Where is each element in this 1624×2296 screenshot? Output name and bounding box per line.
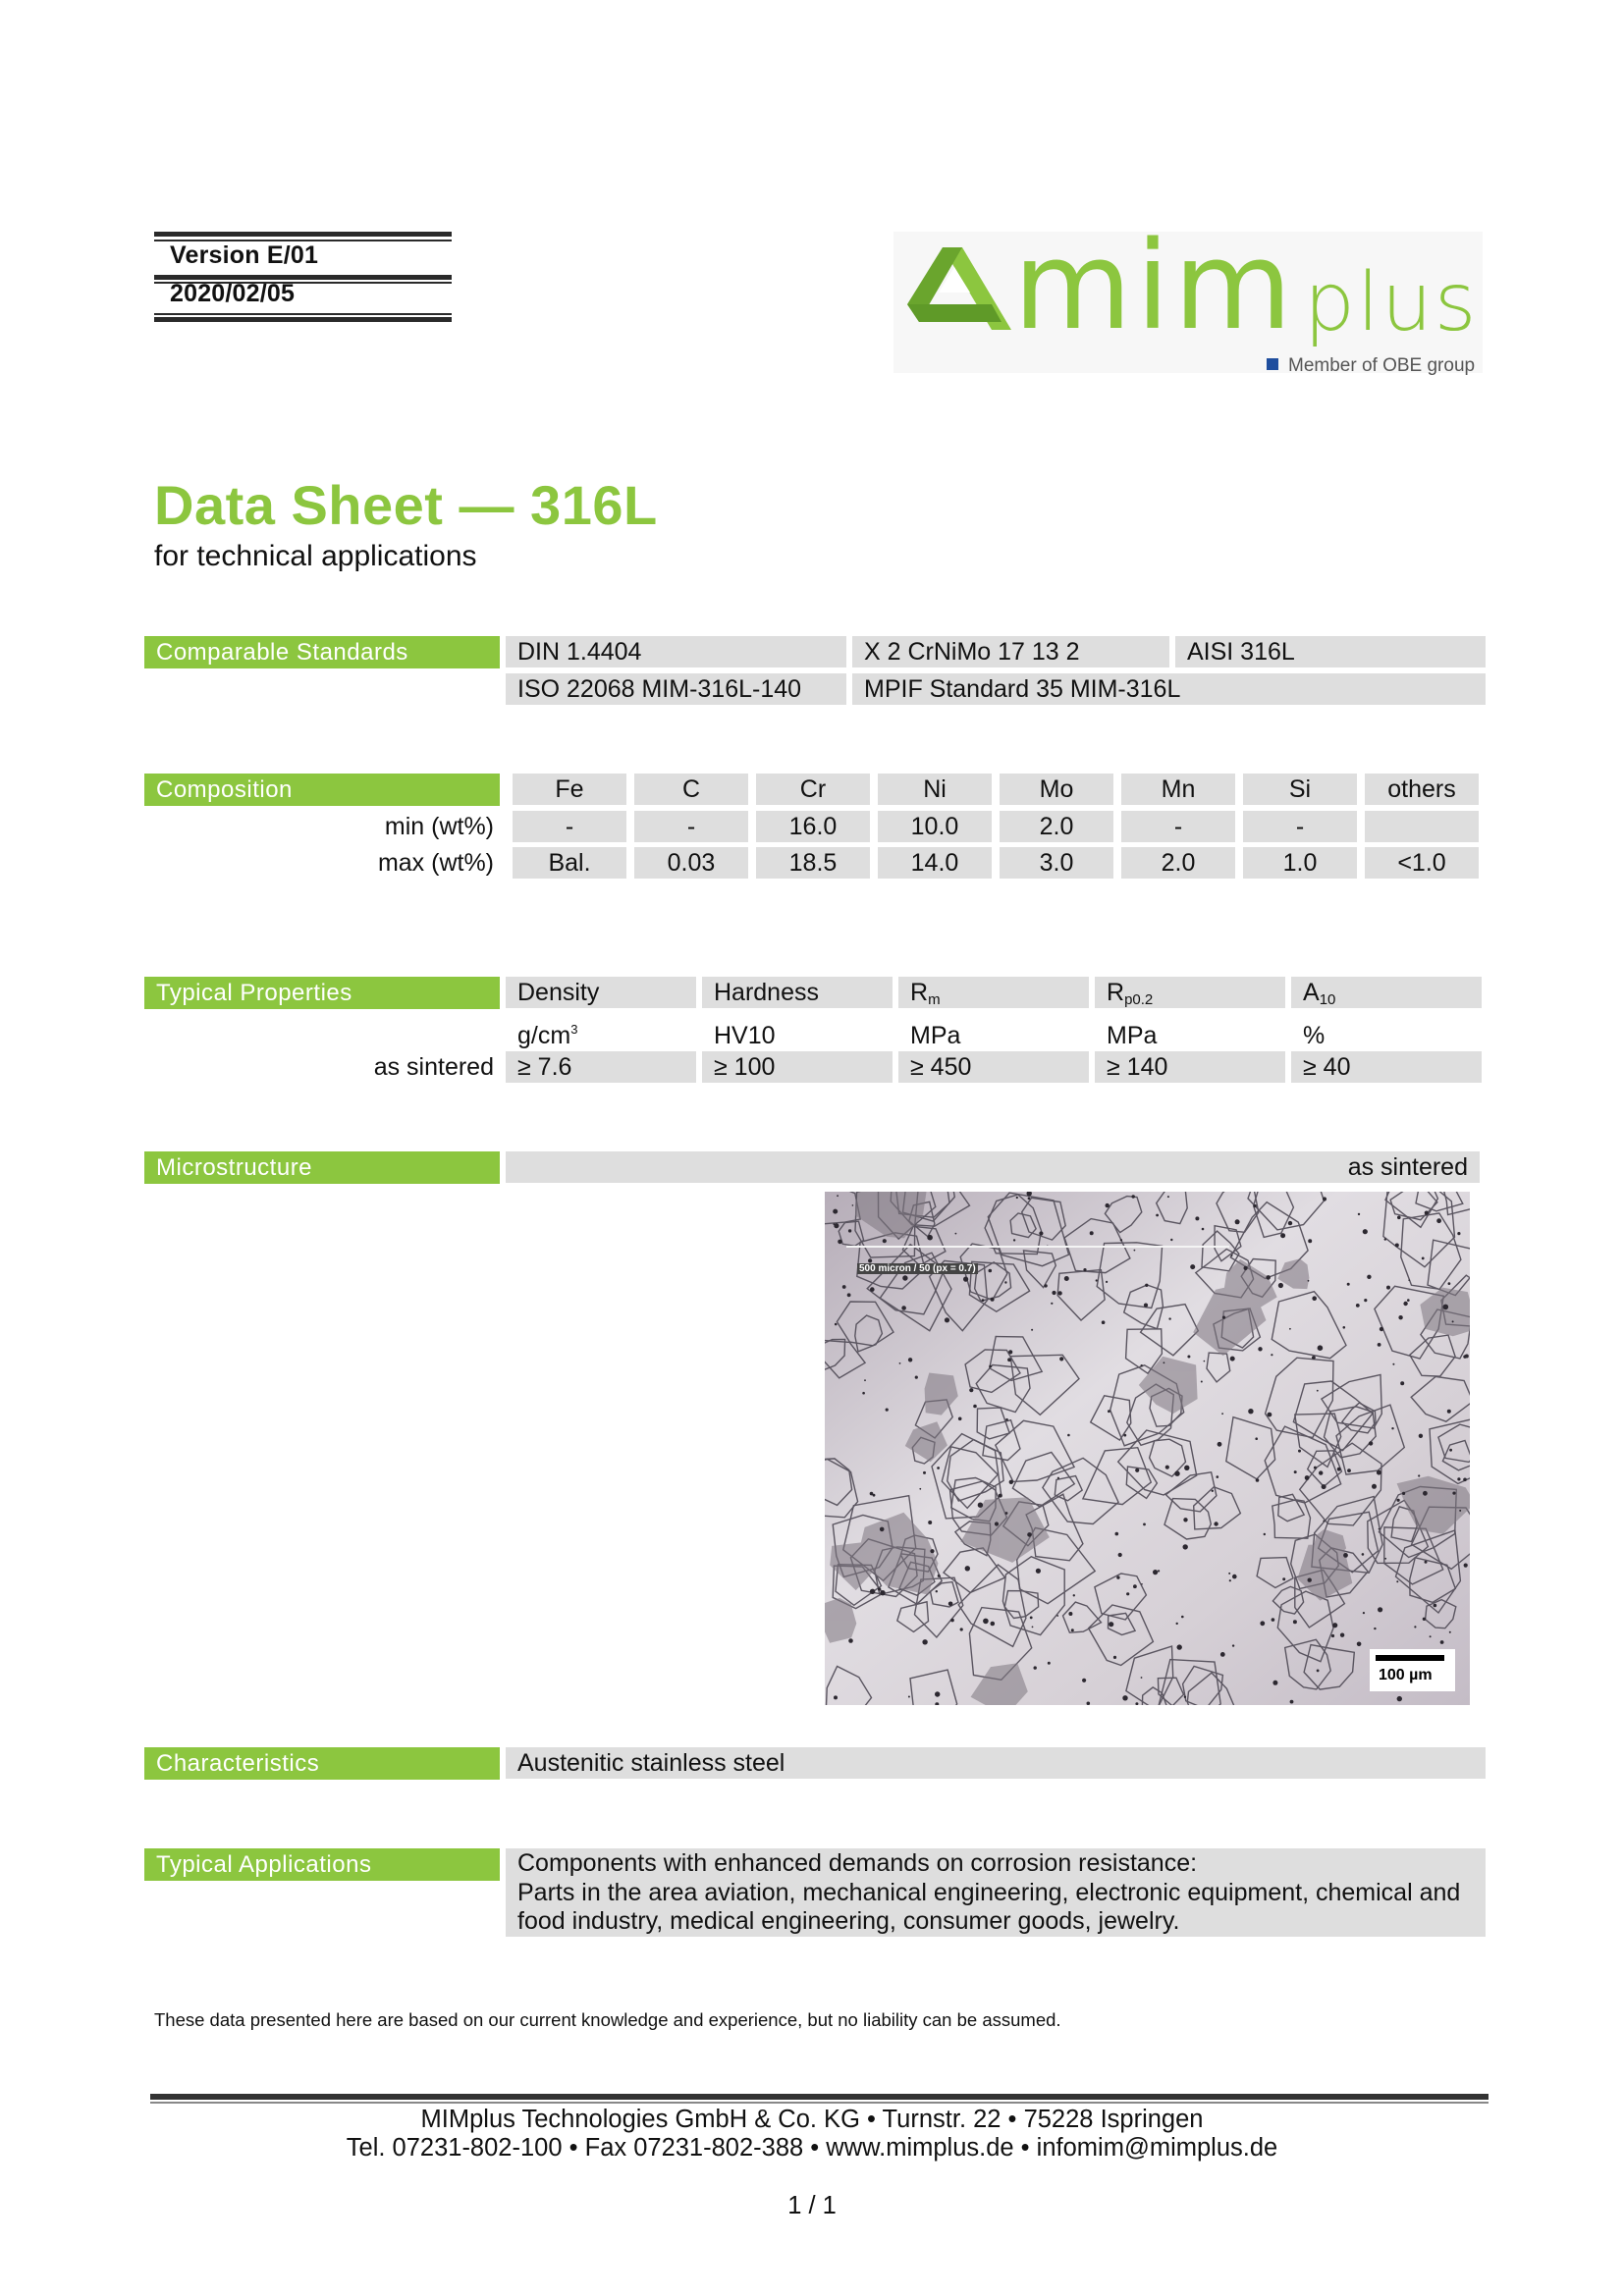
logo-member-text — [1267, 355, 1475, 377]
version-rule-top — [154, 232, 452, 237]
property-value: ≥ 40 — [1291, 1051, 1482, 1083]
property-unit — [910, 1014, 960, 1051]
property-unit — [714, 1014, 776, 1051]
property-unit-main: % — [1303, 1022, 1326, 1049]
composition-label: Composition — [144, 774, 500, 806]
characteristics-value: Austenitic stainless steel — [506, 1747, 1486, 1779]
page-title: Data Sheet — 316L — [154, 474, 658, 536]
property-header-sub: 10 — [1319, 991, 1336, 1008]
composition-min-label: min (wt%) — [384, 813, 494, 840]
composition-element: Ni — [878, 774, 992, 805]
property-header — [506, 977, 696, 1008]
applications-text — [506, 1848, 1486, 1937]
micrograph-scale-box — [1370, 1649, 1455, 1691]
property-header-main: R — [1107, 979, 1125, 1006]
property-header — [702, 977, 893, 1008]
standard-mpif: MPIF Standard 35 MIM-316L — [852, 673, 1486, 705]
property-value: ≥ 7.6 — [506, 1051, 696, 1083]
composition-element: Fe — [513, 774, 626, 805]
company-logo — [893, 216, 1483, 376]
scale-bar — [1376, 1655, 1444, 1661]
composition-element: Mo — [1000, 774, 1113, 805]
composition-min-value — [1365, 811, 1479, 842]
property-header — [1291, 977, 1482, 1008]
footer-rule-thin — [150, 2102, 1489, 2104]
composition-min-value: - — [1121, 811, 1235, 842]
property-header — [1095, 977, 1285, 1008]
square-icon — [1267, 358, 1278, 370]
composition-max-value: 18.5 — [756, 847, 870, 879]
property-unit — [1107, 1014, 1157, 1051]
footer-rule — [150, 2094, 1489, 2100]
property-unit-main: MPa — [910, 1022, 961, 1049]
composition-max-value: 3.0 — [1000, 847, 1113, 879]
page-number: 1 / 1 — [787, 2192, 837, 2219]
applications-line: food industry, medical engineering, consumer goods, jewelry. — [517, 1907, 1180, 1935]
microstructure-label: Microstructure — [144, 1151, 500, 1184]
footer-contact: Tel. 07231-802-100 • Fax 07231-802-388 • www.mimplus.de • infomim@mimplus.de — [346, 2134, 1278, 2162]
logo-wordmark-plus: plus — [1304, 256, 1479, 349]
composition-min-value: 10.0 — [878, 811, 992, 842]
property-unit-main: MPa — [1107, 1022, 1158, 1049]
composition-max-value: 14.0 — [878, 847, 992, 879]
composition-min-value: - — [634, 811, 748, 842]
property-header-main: Density — [517, 979, 600, 1006]
micrograph-scale-line — [846, 1246, 1229, 1248]
composition-min-value: - — [513, 811, 626, 842]
version-label: Version E/01 — [170, 241, 319, 269]
composition-max-value: 1.0 — [1243, 847, 1357, 879]
standard-din: DIN 1.4404 — [506, 636, 846, 667]
composition-min-value: 2.0 — [1000, 811, 1113, 842]
footer-address: MIMplus Technologies GmbH & Co. KG • Turnstr. 22 • 75228 Ispringen — [420, 2106, 1204, 2133]
composition-element: Si — [1243, 774, 1357, 805]
composition-max-label: max (wt%) — [377, 849, 494, 877]
property-header-main: Hardness — [714, 979, 819, 1006]
property-unit-main: g/cm — [517, 1022, 571, 1049]
composition-max-value: 0.03 — [634, 847, 748, 879]
composition-element: Cr — [756, 774, 870, 805]
composition-min-value: 16.0 — [756, 811, 870, 842]
version-date: 2020/02/05 — [170, 280, 296, 307]
scale-bar-label: 100 µm — [1379, 1667, 1433, 1683]
version-rule-bottom — [154, 313, 452, 315]
property-header-sub: p0.2 — [1124, 991, 1154, 1008]
standard-aisi: AISI 316L — [1175, 636, 1486, 667]
disclaimer: These data presented here are based on our current knowledge and experience, but no liability can be assumed. — [154, 2009, 1061, 2030]
version-rule-bottom2 — [154, 317, 452, 322]
characteristics-label: Characteristics — [144, 1747, 500, 1780]
applications-line: Components with enhanced demands on corrosion resistance: — [517, 1849, 1198, 1877]
logo-wordmark: mim — [1013, 216, 1297, 357]
composition-min-value: - — [1243, 811, 1357, 842]
microstructure-condition: as sintered — [1347, 1153, 1468, 1181]
composition-max-value: <1.0 — [1365, 847, 1479, 879]
property-unit — [1303, 1014, 1325, 1051]
applications-line: Parts in the area aviation, mechanical engineering, electronic equipment, chemical and — [517, 1878, 1461, 1906]
applications-label: Typical Applications — [144, 1848, 500, 1881]
microstructure-condition-bar — [506, 1151, 1480, 1183]
property-header-main: R — [910, 979, 929, 1006]
composition-element: Mn — [1121, 774, 1235, 805]
property-value: ≥ 100 — [702, 1051, 893, 1083]
property-value: ≥ 450 — [898, 1051, 1089, 1083]
property-unit-main: HV10 — [714, 1022, 776, 1049]
property-value: ≥ 140 — [1095, 1051, 1285, 1083]
composition-max-value: 2.0 — [1121, 847, 1235, 879]
property-unit — [517, 1014, 577, 1051]
standards-label: Comparable Standards — [144, 636, 500, 668]
triangle-logo-icon — [905, 245, 1013, 336]
composition-max-value: Bal. — [513, 847, 626, 879]
property-header — [898, 977, 1089, 1008]
microstructure-image — [825, 1192, 1470, 1705]
properties-row-label: as sintered — [373, 1053, 494, 1081]
micrograph-scale-text: 500 micron / 50 (px = 0.7) — [859, 1263, 976, 1274]
page-subtitle: for technical applications — [154, 540, 477, 572]
properties-label: Typical Properties — [144, 977, 500, 1009]
composition-element: others — [1365, 774, 1479, 805]
member-label: Member of OBE group — [1288, 355, 1476, 376]
property-unit-sup: 3 — [570, 1022, 578, 1037]
standard-iso: ISO 22068 MIM-316L-140 — [506, 673, 846, 705]
standard-en-designation: X 2 CrNiMo 17 13 2 — [852, 636, 1169, 667]
composition-element: C — [634, 774, 748, 805]
property-header-sub: m — [928, 991, 941, 1008]
property-header-main: A — [1303, 979, 1320, 1006]
